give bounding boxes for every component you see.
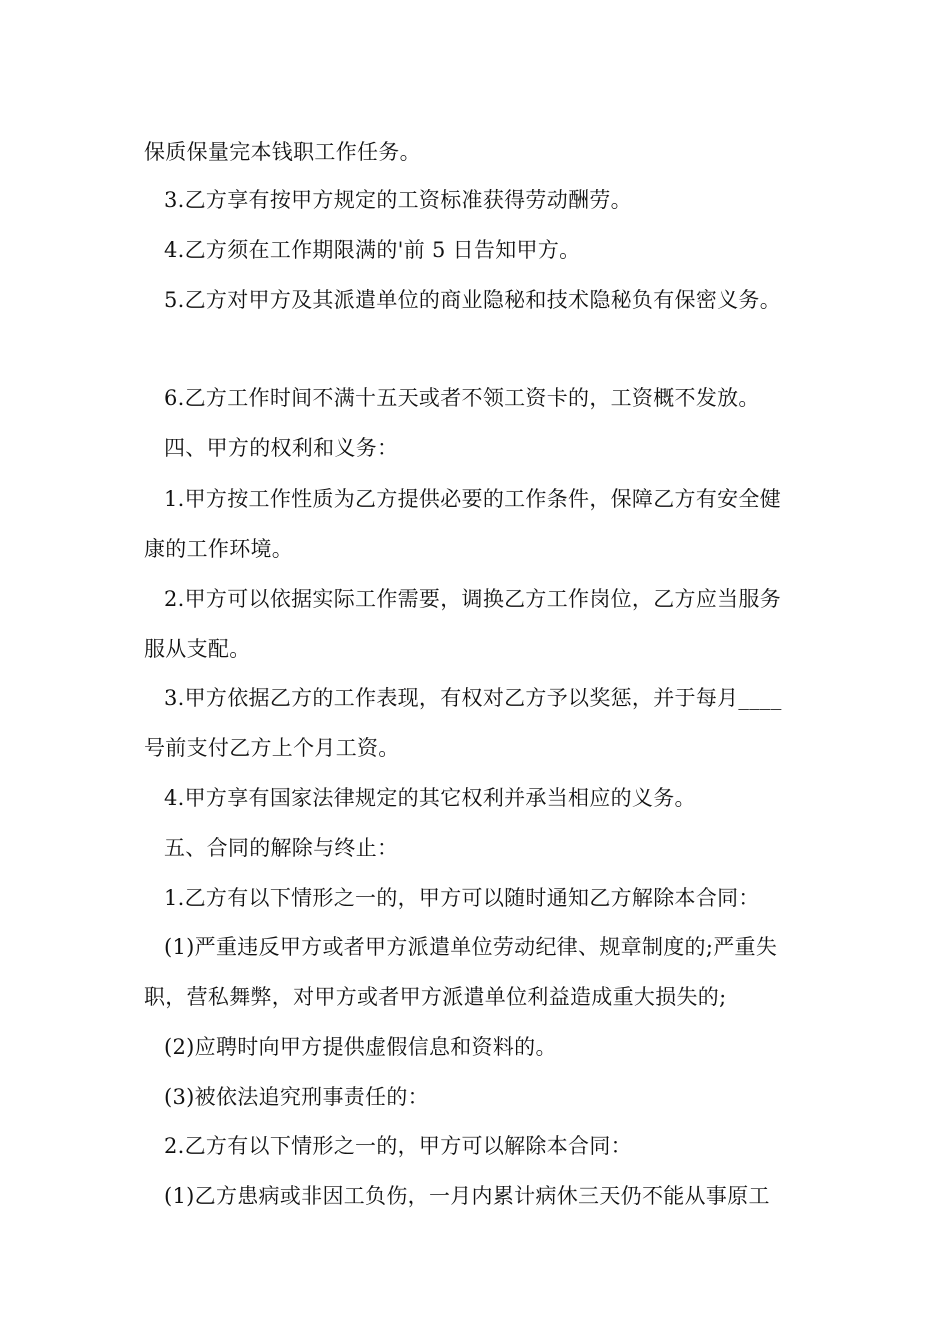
section-heading: 四、甲方的权利和义务： [164,436,399,460]
paragraph-line: 4.乙方须在工作期限满的'前 5 日告知甲方。 [164,238,581,262]
paragraph-line: 保质保量完本钱职工作任务。 [144,140,421,164]
paragraph-line: (2)应聘时向甲方提供虚假信息和资料的。 [164,1035,557,1059]
paragraph-line: 1.甲方按工作性质为乙方提供必要的工作条件，保障乙方有安全健 [164,487,782,511]
paragraph-line: 2.乙方有以下情形之一的，甲方可以解除本合同： [164,1134,632,1158]
paragraph-line: 康的工作环境。 [144,537,294,561]
paragraph-line: 职，营私舞弊，对甲方或者甲方派遣单位利益造成重大损失的; [144,985,727,1009]
section-heading: 五、合同的解除与终止： [164,836,399,860]
paragraph-line: 2.甲方可以依据实际工作需要，调换乙方工作岗位，乙方应当服务 [164,587,782,611]
paragraph-line: 4.甲方享有国家法律规定的其它权利并承当相应的义务。 [164,786,696,810]
paragraph-line: (1)严重违反甲方或者甲方派遣单位劳动纪律、规章制度的;严重失 [164,935,778,959]
paragraph-line: 号前支付乙方上个月工资。 [144,736,400,760]
paragraph-line: 3.乙方享有按甲方规定的工资标准获得劳动酬劳。 [164,188,632,212]
paragraph-line: 6.乙方工作时间不满十五天或者不领工资卡的，工资概不发放。 [164,386,760,410]
paragraph-line: (1)乙方患病或非因工负伤，一月内累计病休三天仍不能从事原工 [164,1184,770,1208]
paragraph-line: 3.甲方依据乙方的工作表现，有权对乙方予以奖惩，并于每月____ [164,686,782,710]
paragraph-line: 服从支配。 [144,637,251,661]
paragraph-line: 5.乙方对甲方及其派遣单位的商业隐秘和技术隐秘负有保密义务。 [164,288,782,312]
paragraph-line: (3)被依法追究刑事责任的： [164,1085,429,1109]
paragraph-line: 1.乙方有以下情形之一的，甲方可以随时通知乙方解除本合同： [164,886,760,910]
